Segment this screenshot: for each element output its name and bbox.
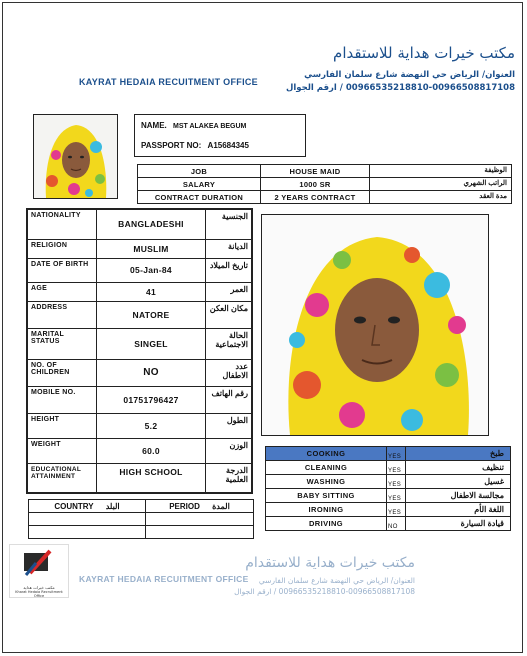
period-ar: المدة (212, 501, 230, 511)
skill-cleaning-check: YES (387, 461, 406, 475)
country-label: COUNTRY (54, 501, 94, 511)
contract-value: 2 YEARS CONTRACT (261, 191, 370, 204)
experience-cell (146, 526, 254, 539)
skill-ironing-ar: اللغة الأم (406, 503, 511, 517)
small-photo (33, 114, 118, 199)
skill-cleaning-ar: تنظيف (406, 461, 511, 475)
education-ar: الدرجة العلمية (206, 463, 253, 493)
experience-period-header (146, 500, 254, 513)
dob-label: DATE OF BIRTH (27, 258, 97, 282)
height-label: HEIGHT (27, 413, 97, 438)
salary-value: 1000 SR (261, 178, 370, 191)
skill-cleaning-label: CLEANING (266, 461, 387, 475)
marital-label: MARITAL STATUS (27, 328, 97, 359)
children-ar: عدد الاطفال (206, 359, 253, 386)
children-value: NO (97, 359, 206, 386)
passport-value: A15684345 (207, 141, 249, 151)
mobile-ar: رقم الهاتف (206, 386, 253, 413)
header-arabic-address: العنوان/ الرياض حي النهضة شارع سلمان الفارسي (304, 70, 515, 80)
nationality-label: NATIONALITY (27, 209, 97, 239)
footer-arabic-phone: 00966535218810-00966508817108 / ارقم الجوال (234, 587, 415, 596)
address-ar: مكان العكن (206, 301, 253, 328)
education-label: EDUCATIONAL ATTAINMENT (27, 463, 97, 493)
skill-driving-label: DRIVING (266, 517, 387, 531)
age-value: 41 (97, 282, 206, 301)
religion-ar: الديانة (206, 239, 253, 258)
height-value: 5.2 (97, 413, 206, 438)
experience-table (28, 499, 254, 539)
weight-label: WEIGHT (27, 438, 97, 463)
skill-cooking-check: YES (387, 447, 406, 461)
footer-english-title: KAYRAT HEDAIA RECUITMENT OFFICE (79, 574, 249, 584)
height-ar: الطول (206, 413, 253, 438)
job-table (137, 164, 512, 204)
weight-value: 60.0 (97, 438, 206, 463)
mobile-value: 01751796427 (97, 386, 206, 413)
skill-ironing-label: IRONING (266, 503, 387, 517)
contract-ar: مدة العقد (370, 191, 512, 204)
period-label: PERIOD (169, 501, 200, 511)
skill-ironing-check: YES (387, 503, 406, 517)
main-photo (261, 214, 489, 436)
mobile-label: MOBILE NO. (27, 386, 97, 413)
experience-cell (146, 513, 254, 526)
salary-ar: الراتب الشهري (370, 178, 512, 191)
logo-arabic: مكتب خيرات هداية (23, 585, 55, 590)
skill-driving-check: NO (387, 517, 406, 531)
name-label: NAME. (141, 120, 167, 130)
salary-label: SALARY (138, 178, 261, 191)
header-arabic-phone: 00966535218810-00966508817108 / ارقم الجوال (285, 83, 515, 93)
skill-cooking-label: COOKING (266, 447, 387, 461)
skill-washing-label: WASHING (266, 475, 387, 489)
weight-ar: الوزن (206, 438, 253, 463)
age-label: AGE (27, 282, 97, 301)
skill-babysitting-ar: مجالسة الاطفال (406, 489, 511, 503)
job-ar: الوظيفة (370, 165, 512, 178)
skill-cooking-ar: طبخ (406, 447, 511, 461)
job-value: HOUSE MAID (261, 165, 370, 178)
footer-arabic-address: العنوان/ الرياض حي النهضة شارع سلمان الفارسي (258, 576, 415, 585)
footer-arabic-title: مكتب خيرات هداية للاستقدام (245, 555, 415, 571)
marital-value: SINGEL (97, 328, 206, 359)
skill-babysitting-label: BABY SITTING (266, 489, 387, 503)
skills-table (265, 446, 511, 531)
age-ar: العمر (206, 282, 253, 301)
experience-cell (29, 526, 146, 539)
contract-label: CONTRACT DURATION (138, 191, 261, 204)
skill-washing-ar: غسيل (406, 475, 511, 489)
education-value: HIGH SCHOOL (97, 463, 206, 493)
address-value: NATORE (97, 301, 206, 328)
job-label: JOB (138, 165, 261, 178)
religion-label: RELIGION (27, 239, 97, 258)
children-label: NO. OF CHILDREN (27, 359, 97, 386)
logo-english: Kharat Hedaia Recruitment Office (15, 590, 63, 598)
nationality-ar: الجنسية (206, 209, 253, 239)
skill-driving-ar: قيادة السيارة (406, 517, 511, 531)
experience-country-header (29, 500, 146, 513)
skill-babysitting-check: YES (387, 489, 406, 503)
header-english-title: KAYRAT HEDAIA RECUITMENT OFFICE (79, 77, 258, 87)
dob-ar: تاريخ الميلاد (206, 258, 253, 282)
identity-table (134, 114, 306, 157)
details-table (26, 208, 253, 494)
logo-icon (10, 545, 68, 581)
experience-cell (29, 513, 146, 526)
dob-value: 05-Jan-84 (97, 258, 206, 282)
nationality-value: BANGLADESHI (97, 209, 206, 239)
skill-washing-check: YES (387, 475, 406, 489)
passport-label: PASSPORT NO: (141, 141, 202, 151)
address-label: ADDRESS (27, 301, 97, 328)
name-value: MST ALAKEA BEGUM (173, 122, 247, 130)
header-arabic-title: مكتب خيرات هداية للاستقدام (333, 44, 515, 62)
religion-value: MUSLIM (97, 239, 206, 258)
marital-ar: الحالة الاجتماعية (206, 328, 253, 359)
country-ar: البلد (105, 501, 120, 511)
footer-logo (9, 544, 69, 598)
